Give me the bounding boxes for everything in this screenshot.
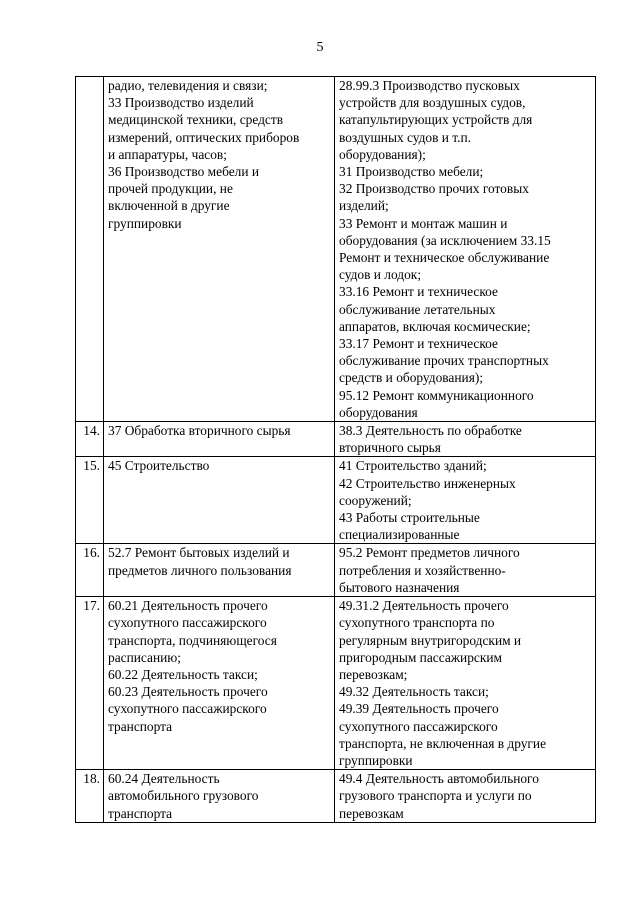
new-classification-line: специализированные (339, 527, 460, 543)
table-body (76, 77, 596, 823)
new-classification-line: 49.31.2 Деятельность прочего (339, 598, 509, 614)
old-classification-line: 45 Строительство (108, 458, 210, 474)
new-classification-line: обслуживание прочих транспортных (339, 353, 549, 369)
new-classification-line: устройств для воздушных судов, (339, 95, 526, 111)
old-classification-line: 36 Производство мебели и (108, 164, 260, 180)
old-classification-line: медицинской техники, средств (108, 112, 284, 128)
old-classification-line: прочей продукции, не (108, 181, 233, 197)
page-number: 5 (316, 40, 324, 55)
old-classification-line: транспорта (108, 718, 173, 734)
new-classification-line: оборудования (339, 404, 418, 420)
old-classification-cell (104, 597, 335, 770)
table-row (76, 457, 596, 544)
old-classification-line: сухопутного пассажирского (108, 615, 267, 631)
new-classification-line: оборудования); (339, 146, 426, 162)
old-classification-line: 60.23 Деятельность прочего (108, 684, 268, 700)
new-classification-line: катапультирующих устройств для (339, 112, 533, 128)
new-classification-line: 31 Производство мебели; (339, 164, 484, 180)
new-classification-line: сооружений; (339, 492, 412, 508)
new-classification-cell (335, 422, 596, 457)
new-classification-line: 33 Ремонт и монтаж машин и (339, 215, 508, 231)
old-classification-line: транспорта, подчиняющегося (108, 632, 277, 648)
old-classification-line: включенной в другие (108, 198, 230, 214)
table-row (76, 770, 596, 823)
new-classification-line: 41 Строительство зданий; (339, 458, 487, 474)
new-classification-line: 95.2 Ремонт предметов личного (339, 545, 520, 561)
new-classification-line: 49.32 Деятельность такси; (339, 684, 489, 700)
row-number: 15. (76, 457, 104, 544)
old-classification-line: 37 Обработка вторичного сырья (108, 423, 291, 439)
new-classification-line: 49.4 Деятельность автомобильного (339, 771, 539, 787)
row-number: 16. (76, 544, 104, 597)
new-classification-line: воздушных судов и т.п. (339, 129, 472, 145)
new-classification-line: 33.16 Ремонт и техническое (339, 284, 498, 300)
table-row (76, 597, 596, 770)
new-classification-line: транспорта, не включенная в другие (339, 735, 547, 751)
old-classification-line: 60.21 Деятельность прочего (108, 598, 268, 614)
new-classification-line: 95.12 Ремонт коммуникационного (339, 387, 534, 403)
new-classification-line: регулярным внутригородским и (339, 632, 522, 648)
old-classification-line: расписанию; (108, 649, 182, 665)
old-classification-line: автомобильного грузового (108, 788, 259, 804)
new-classification-line: пригородным пассажирским (339, 649, 502, 665)
classification-table (75, 76, 596, 823)
new-classification-cell (335, 770, 596, 823)
new-classification-line: 33.17 Ремонт и техническое (339, 336, 498, 352)
table-row (76, 544, 596, 597)
new-classification-line: Ремонт и техническое обслуживание (339, 250, 550, 266)
new-classification-line: 42 Строительство инженерных (339, 475, 516, 491)
new-classification-line: вторичного сырья (339, 440, 441, 456)
new-classification-line: изделий; (339, 198, 389, 214)
old-classification-line: предметов личного пользования (108, 562, 292, 578)
new-classification-line: сухопутного транспорта по (339, 615, 495, 631)
new-classification-line: 49.39 Деятельность прочего (339, 701, 499, 717)
new-classification-line: грузового транспорта и услуги по (339, 788, 532, 804)
new-classification-line: потребления и хозяйственно- (339, 562, 506, 578)
new-classification-line: 28.99.3 Производство пусковых (339, 78, 520, 93)
new-classification-line: 38.3 Деятельность по обработке (339, 423, 522, 439)
old-classification-cell (104, 77, 335, 422)
old-classification-line: и аппаратуры, часов; (108, 146, 227, 162)
old-classification-line: 52.7 Ремонт бытовых изделий и (108, 545, 290, 561)
row-number: 14. (76, 422, 104, 457)
old-classification-cell (104, 544, 335, 597)
new-classification-line: судов и лодок; (339, 267, 422, 283)
old-classification-cell (104, 457, 335, 544)
new-classification-line: бытового назначения (339, 579, 460, 595)
new-classification-cell (335, 597, 596, 770)
old-classification-line: транспорта (108, 805, 173, 821)
new-classification-line: средств и оборудования); (339, 370, 484, 386)
new-classification-cell (335, 544, 596, 597)
old-classification-line: 60.22 Деятельность такси; (108, 666, 258, 682)
new-classification-line: аппаратов, включая космические; (339, 318, 531, 334)
new-classification-cell (335, 457, 596, 544)
new-classification-line: сухопутного пассажирского (339, 718, 498, 734)
old-classification-line: группировки (108, 215, 182, 231)
table-row (76, 77, 596, 422)
row-number: 17. (76, 597, 104, 770)
row-number: 18. (76, 770, 104, 823)
new-classification-line: перевозкам; (339, 666, 408, 682)
old-classification-line: 60.24 Деятельность (108, 771, 220, 787)
new-classification-line: группировки (339, 752, 413, 768)
old-classification-cell (104, 770, 335, 823)
old-classification-line: 33 Производство изделий (108, 95, 254, 111)
table-row (76, 422, 596, 457)
new-classification-line: обслуживание летательных (339, 301, 496, 317)
old-classification-cell (104, 422, 335, 457)
old-classification-line: сухопутного пассажирского (108, 701, 267, 717)
old-classification-line: измерений, оптических приборов (108, 129, 300, 145)
old-classification-line: радио, телевидения и связи; (108, 78, 268, 93)
row-number (76, 77, 104, 422)
new-classification-line: 32 Производство прочих готовых (339, 181, 529, 197)
new-classification-line: оборудования (за исключением 33.15 (339, 232, 551, 248)
new-classification-line: перевозкам (339, 805, 404, 821)
new-classification-cell (335, 77, 596, 422)
new-classification-line: 43 Работы строительные (339, 510, 480, 526)
